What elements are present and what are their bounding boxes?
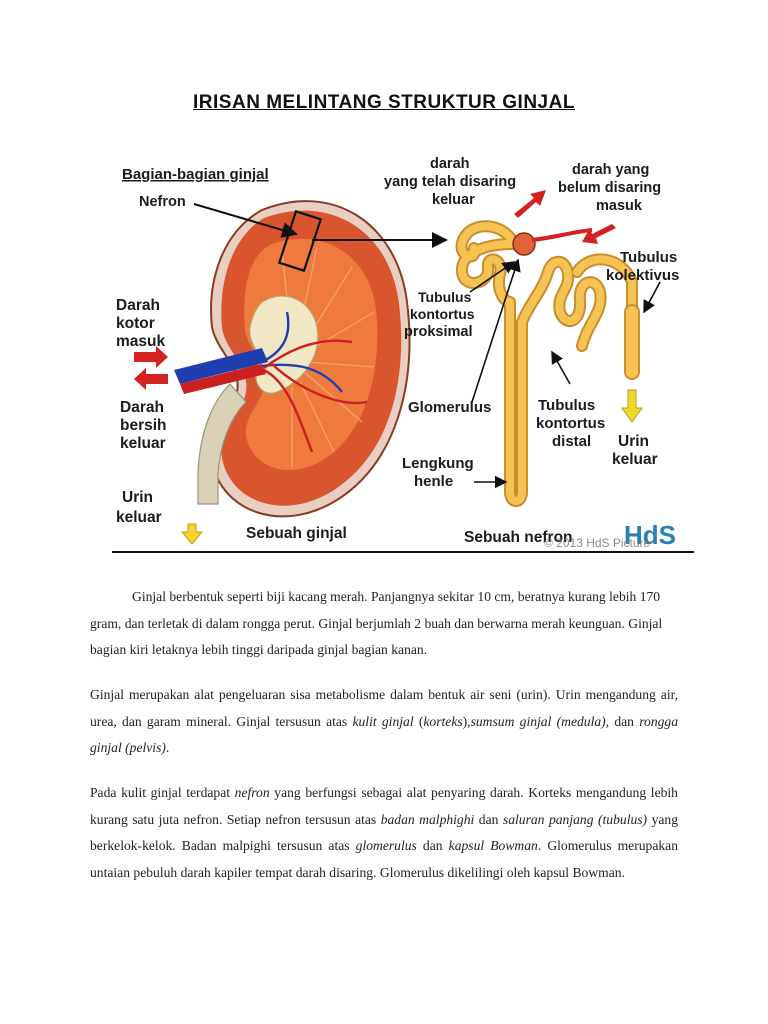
label-disaring-3: keluar (432, 192, 475, 208)
label-proksimal-1: Tubulus (418, 289, 472, 305)
label-darah-kotor-3: masuk (116, 333, 166, 350)
label-distal-2: kontortus (536, 415, 606, 432)
label-proksimal-2: kontortus (410, 306, 475, 322)
label-darah-kotor-2: kotor (116, 315, 155, 332)
p3-term-kapsul-bowman: kapsul Bowman (448, 838, 538, 853)
label-darah-bersih-2: bersih (120, 417, 167, 434)
paragraph-2-text (90, 682, 678, 762)
p3-text-a: Pada kulit ginjal terdapat (90, 785, 235, 800)
p3-term-saluran-panjang: saluran panjang (tubulus) (502, 811, 648, 827)
blood-out-arrow (134, 368, 168, 390)
p2-text-i: . (165, 740, 170, 755)
label-darah-kotor-1: Darah (116, 297, 160, 314)
paragraph-1 (90, 584, 678, 664)
label-belum-2: belum disaring (558, 180, 662, 196)
label-disaring-1: darah (430, 156, 470, 172)
glomerulus (513, 233, 535, 255)
label-urin-nefron-2: keluar (612, 451, 658, 468)
p2-term-rongga-ginjal: rongga ginjal (pelvis) (90, 713, 679, 755)
glomerulus-capillaries (532, 230, 592, 240)
p3-term-nefron: nefron (234, 785, 270, 800)
p2-text-a: Ginjal merupakan alat pengeluaran sisa metabolisme dalam bentuk air seni (urin). Urin mengandung air, urea, dan garam mineral. Ginjal tersusun atas (90, 687, 678, 729)
p3-text-g: yang berkelok-kelok. Badan malpighi tersusun atas (90, 811, 679, 853)
paragraph-1-text: Ginjal berbentuk seperti biji kacang merah. Panjangnya sekitar 10 cm, beratnya kurang lebih 170 gram, dan terletak di dalam rongga perut. Ginjal berjumlah 2 buah dan berwarna merah keunguan. Ginjal bagian kiri letaknya lebih tinggi daripada ginjal bagian kanan. (90, 589, 663, 657)
label-henle-2: henle (414, 473, 454, 490)
label-urin-kidney-1: Urin (122, 489, 153, 506)
label-kolektivus-2: kolektivus (606, 267, 680, 284)
label-glomerulus: Glomerulus (408, 399, 492, 416)
p3-text-i: dan (416, 838, 449, 853)
label-distal-3: distal (552, 433, 592, 450)
paragraph-2 (90, 682, 678, 762)
label-belum-3: masuk (596, 198, 642, 214)
p2-text-c: ( (413, 713, 424, 729)
label-sebuah-ginjal: Sebuah ginjal (246, 525, 347, 542)
p3-text-c: yang berfungsi sebagai alat penyaring darah. Korteks mengandung lebih kurang satu juta nefron. Setiap nefron tersusun atas (90, 785, 678, 827)
paragraph-3-text (90, 780, 678, 886)
kidney-diagram (112, 152, 694, 554)
figure-heading: Bagian-bagian ginjal (122, 166, 269, 183)
label-darah-bersih-1: Darah (120, 399, 164, 416)
p2-term-kulit-ginjal: kulit ginjal (352, 713, 414, 729)
p2-text-g: , dan (605, 713, 640, 729)
label-kolektivus-1: Tubulus (620, 249, 678, 266)
p3-term-badan-malphighi: badan malphighi (380, 811, 475, 827)
p2-term-sumsum-ginjal: sumsum ginjal (medula) (470, 713, 606, 729)
p3-term-glomerulus: glomerulus (355, 838, 417, 853)
label-urin-nefron-1: Urin (618, 433, 649, 450)
label-proksimal-3: proksimal (404, 324, 473, 340)
copyright-watermark: © 2013 HdS Picture (544, 536, 651, 550)
label-sebuah-nefron: Sebuah nefron (464, 529, 573, 546)
kidney-illustration (174, 201, 409, 516)
filtered-blood-arrow (514, 190, 546, 218)
hds-logo: HdS (624, 520, 676, 550)
urine-arrow-nephron (622, 390, 642, 422)
p2-term-korteks: korteks (423, 713, 463, 729)
urine-arrow-kidney (182, 524, 202, 544)
label-nefron: Nefron (139, 194, 186, 210)
page-title: IRISAN MELINTANG STRUKTUR GINJAL (193, 92, 575, 113)
p2-text-e: ), (462, 713, 471, 729)
p3-text-k: . Glomerulus merupakan untaian pebuluh darah kapiler tempat darah disaring. Glomerulus dikelilingi oleh kapsul Bowman. (90, 838, 678, 880)
label-urin-kidney-2: keluar (116, 509, 162, 526)
label-distal-1: Tubulus (538, 397, 596, 414)
label-darah-bersih-3: keluar (120, 435, 166, 452)
p3-text-e: dan (474, 811, 503, 827)
label-belum-1: darah yang (572, 162, 650, 178)
label-henle-1: Lengkung (402, 455, 474, 472)
unfiltered-blood-arrow (582, 224, 616, 244)
paragraph-3 (90, 780, 678, 886)
label-disaring-2: yang telah disaring (384, 174, 517, 190)
